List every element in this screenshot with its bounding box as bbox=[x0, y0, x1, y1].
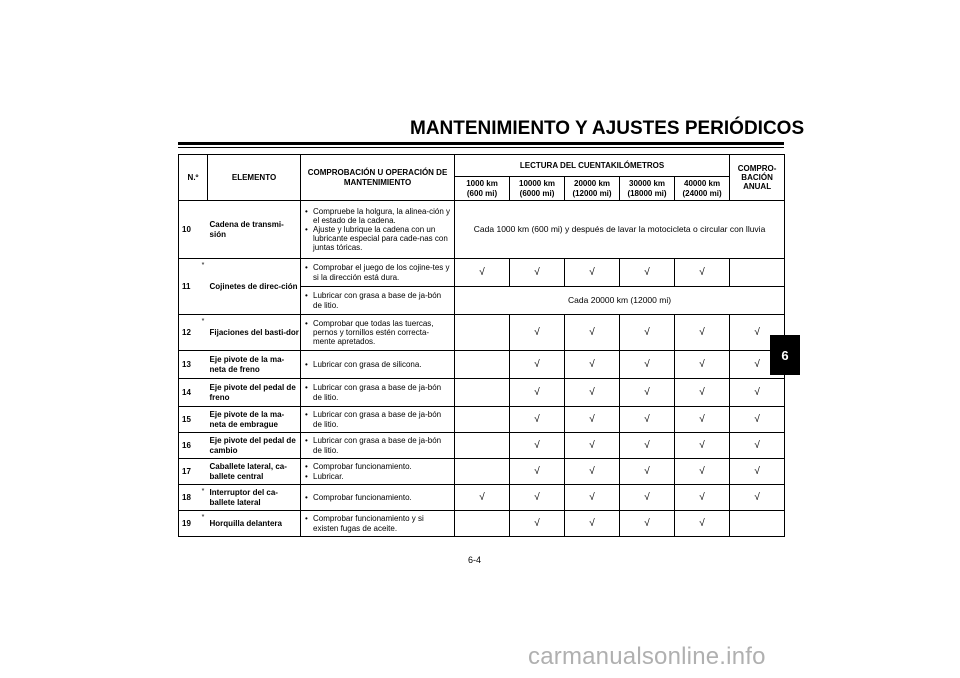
operation-cell bbox=[301, 407, 455, 433]
section-tab: 6 bbox=[770, 335, 800, 375]
table-row bbox=[179, 459, 785, 485]
watermark: carmanualsonline.info bbox=[528, 643, 766, 670]
header-km-3 bbox=[565, 177, 620, 201]
operation-item: • Comprobar funcionamiento. bbox=[313, 493, 451, 502]
header-km-5 bbox=[675, 177, 730, 201]
asterisk-marker: * bbox=[199, 315, 208, 351]
asterisk-marker: * bbox=[199, 485, 208, 511]
check-cell: √ bbox=[675, 459, 730, 485]
header-operation: COMPROBACIÓN U OPERACIÓN DE MANTENIMIENTO bbox=[301, 155, 455, 201]
header-km-value: 40000 km bbox=[684, 179, 721, 189]
page-title: MANTENIMIENTO Y AJUSTES PERIÓDICOS bbox=[410, 118, 805, 139]
check-cell: √ bbox=[675, 485, 730, 511]
check-cell: √ bbox=[730, 315, 785, 351]
header-mi-value: (12000 mi) bbox=[572, 188, 612, 198]
row-number: 11 bbox=[179, 259, 199, 315]
operation-cell bbox=[301, 287, 455, 315]
operation-item: • Lubricar con grasa a base de ja-bón de litio. bbox=[313, 436, 451, 454]
check-cell: √ bbox=[565, 459, 620, 485]
operation-cell bbox=[301, 315, 455, 351]
asterisk-marker bbox=[199, 407, 208, 433]
check-cell: √ bbox=[675, 433, 730, 459]
check-cell: √ bbox=[510, 315, 565, 351]
check-cell: √ bbox=[565, 485, 620, 511]
operation-item: • Lubricar con grasa a base de ja-bón de litio. bbox=[313, 291, 451, 309]
check-cell bbox=[730, 511, 785, 537]
operation-cell bbox=[301, 351, 455, 379]
check-cell: √ bbox=[510, 407, 565, 433]
table-row bbox=[179, 511, 785, 537]
element-name: Cadena de transmi-sión bbox=[208, 201, 301, 259]
check-cell: √ bbox=[510, 485, 565, 511]
operation-cell bbox=[301, 459, 455, 485]
check-cell: √ bbox=[620, 351, 675, 379]
table-row bbox=[179, 351, 785, 379]
element-name: Eje pivote del pedal de freno bbox=[208, 379, 301, 407]
check-cell: √ bbox=[565, 407, 620, 433]
header-mi-value: (24000 mi) bbox=[682, 188, 722, 198]
check-cell: √ bbox=[510, 433, 565, 459]
element-name: Eje pivote del pedal de cambio bbox=[208, 433, 301, 459]
header-km-1 bbox=[455, 177, 510, 201]
element-name: Cojinetes de direc-ción bbox=[208, 259, 301, 315]
element-name: Interruptor del ca-ballete lateral bbox=[208, 485, 301, 511]
row-number: 10 bbox=[179, 201, 199, 259]
check-cell: √ bbox=[565, 433, 620, 459]
operation-item: • Lubricar. bbox=[313, 472, 451, 481]
operation-item: • Compruebe la holgura, la alinea-ción y el estado de la cadena. bbox=[313, 207, 451, 225]
operation-item: • Comprobar funcionamiento. bbox=[313, 462, 451, 471]
element-name: Caballete lateral, ca-ballete central bbox=[208, 459, 301, 485]
table-row bbox=[179, 259, 785, 287]
check-cell: √ bbox=[565, 511, 620, 537]
check-cell: √ bbox=[620, 485, 675, 511]
row-number: 12 bbox=[179, 315, 199, 351]
operation-cell bbox=[301, 259, 455, 287]
check-cell bbox=[455, 433, 510, 459]
check-cell bbox=[455, 351, 510, 379]
check-cell bbox=[455, 315, 510, 351]
header-element: ELEMENTO bbox=[208, 155, 301, 201]
check-cell: √ bbox=[730, 485, 785, 511]
check-cell: √ bbox=[730, 407, 785, 433]
check-cell: √ bbox=[675, 259, 730, 287]
check-cell: √ bbox=[565, 315, 620, 351]
title-underline bbox=[178, 142, 784, 148]
check-cell: √ bbox=[565, 379, 620, 407]
check-cell: √ bbox=[565, 259, 620, 287]
check-cell: √ bbox=[620, 379, 675, 407]
check-cell: √ bbox=[455, 259, 510, 287]
maintenance-table bbox=[178, 154, 785, 537]
check-cell: √ bbox=[675, 379, 730, 407]
element-name: Fijaciones del basti-dor bbox=[208, 315, 301, 351]
check-cell: √ bbox=[730, 433, 785, 459]
check-cell: √ bbox=[510, 459, 565, 485]
operation-cell bbox=[301, 485, 455, 511]
check-cell: √ bbox=[730, 459, 785, 485]
header-mi-value: (600 mi) bbox=[466, 188, 498, 198]
row-number: 16 bbox=[179, 433, 199, 459]
check-cell: √ bbox=[730, 379, 785, 407]
operation-cell bbox=[301, 379, 455, 407]
check-cell: √ bbox=[510, 351, 565, 379]
row-number: 14 bbox=[179, 379, 199, 407]
operation-cell bbox=[301, 201, 455, 259]
check-cell: √ bbox=[675, 511, 730, 537]
table-row bbox=[179, 407, 785, 433]
check-cell: √ bbox=[510, 259, 565, 287]
header-mi-value: (6000 mi) bbox=[519, 188, 555, 198]
header-no: N.º bbox=[179, 155, 208, 201]
page-number: 6-4 bbox=[468, 555, 482, 565]
row-number: 13 bbox=[179, 351, 199, 379]
check-cell: √ bbox=[565, 351, 620, 379]
table-row bbox=[179, 433, 785, 459]
header-annual: COMPRO-BACIÓN ANUAL bbox=[730, 155, 785, 201]
check-cell: √ bbox=[620, 433, 675, 459]
operation-item: • Comprobar que todas las tuercas, pernos y tornillos estén correcta-mente apretados. bbox=[313, 319, 451, 347]
asterisk-marker bbox=[199, 379, 208, 407]
element-name: Eje pivote de la ma-neta de embrague bbox=[208, 407, 301, 433]
check-cell: √ bbox=[730, 351, 785, 379]
interval-note: Cada 1000 km (600 mi) y después de lavar la motocicleta o circular con lluvia bbox=[455, 201, 785, 259]
row-number: 17 bbox=[179, 459, 199, 485]
element-name: Eje pivote de la ma-neta de freno bbox=[208, 351, 301, 379]
asterisk-marker bbox=[199, 351, 208, 379]
check-cell: √ bbox=[620, 511, 675, 537]
header-km-value: 10000 km bbox=[519, 179, 556, 189]
check-cell: √ bbox=[675, 351, 730, 379]
row-number: 19 bbox=[179, 511, 199, 537]
check-cell bbox=[455, 379, 510, 407]
header-km-value: 1000 km bbox=[466, 179, 498, 189]
element-name: Horquilla delantera bbox=[208, 511, 301, 537]
operation-item: • Lubricar con grasa de silicona. bbox=[313, 360, 451, 369]
operation-cell bbox=[301, 433, 455, 459]
table-row bbox=[179, 315, 785, 351]
table-row bbox=[179, 379, 785, 407]
operation-item: • Comprobar el juego de los cojine-tes y si la dirección está dura. bbox=[313, 263, 451, 281]
asterisk-marker bbox=[199, 433, 208, 459]
header-km-value: 30000 km bbox=[629, 179, 666, 189]
check-cell: √ bbox=[620, 259, 675, 287]
header-mi-value: (18000 mi) bbox=[627, 188, 667, 198]
check-cell: √ bbox=[620, 407, 675, 433]
header-odometer: LECTURA DEL CUENTAKILÓMETROS bbox=[455, 155, 730, 177]
check-cell: √ bbox=[675, 315, 730, 351]
check-cell bbox=[455, 511, 510, 537]
operation-item: • Comprobar funcionamiento y si existen fugas de aceite. bbox=[313, 514, 451, 532]
check-cell bbox=[730, 259, 785, 287]
check-cell: √ bbox=[510, 511, 565, 537]
row-number: 15 bbox=[179, 407, 199, 433]
operation-cell bbox=[301, 511, 455, 537]
operation-item: • Ajuste y lubrique la cadena con un lubricante especial para cade-nas con juntas tóricas. bbox=[313, 225, 451, 253]
row-number: 18 bbox=[179, 485, 199, 511]
check-cell: √ bbox=[455, 485, 510, 511]
operation-item: • Lubricar con grasa a base de ja-bón de litio. bbox=[313, 383, 451, 401]
table-row bbox=[179, 485, 785, 511]
table-row bbox=[179, 201, 785, 259]
check-cell bbox=[455, 407, 510, 433]
header-km-2 bbox=[510, 177, 565, 201]
check-cell: √ bbox=[620, 459, 675, 485]
asterisk-marker: * bbox=[199, 259, 208, 315]
check-cell: √ bbox=[620, 315, 675, 351]
operation-item: • Lubricar con grasa a base de ja-bón de litio. bbox=[313, 410, 451, 428]
check-cell bbox=[455, 459, 510, 485]
asterisk-marker bbox=[199, 201, 208, 259]
asterisk-marker bbox=[199, 459, 208, 485]
header-km-value: 20000 km bbox=[574, 179, 611, 189]
interval-note: Cada 20000 km (12000 mi) bbox=[455, 287, 785, 315]
header-km-4 bbox=[620, 177, 675, 201]
asterisk-marker: * bbox=[199, 511, 208, 537]
check-cell: √ bbox=[675, 407, 730, 433]
check-cell: √ bbox=[510, 379, 565, 407]
